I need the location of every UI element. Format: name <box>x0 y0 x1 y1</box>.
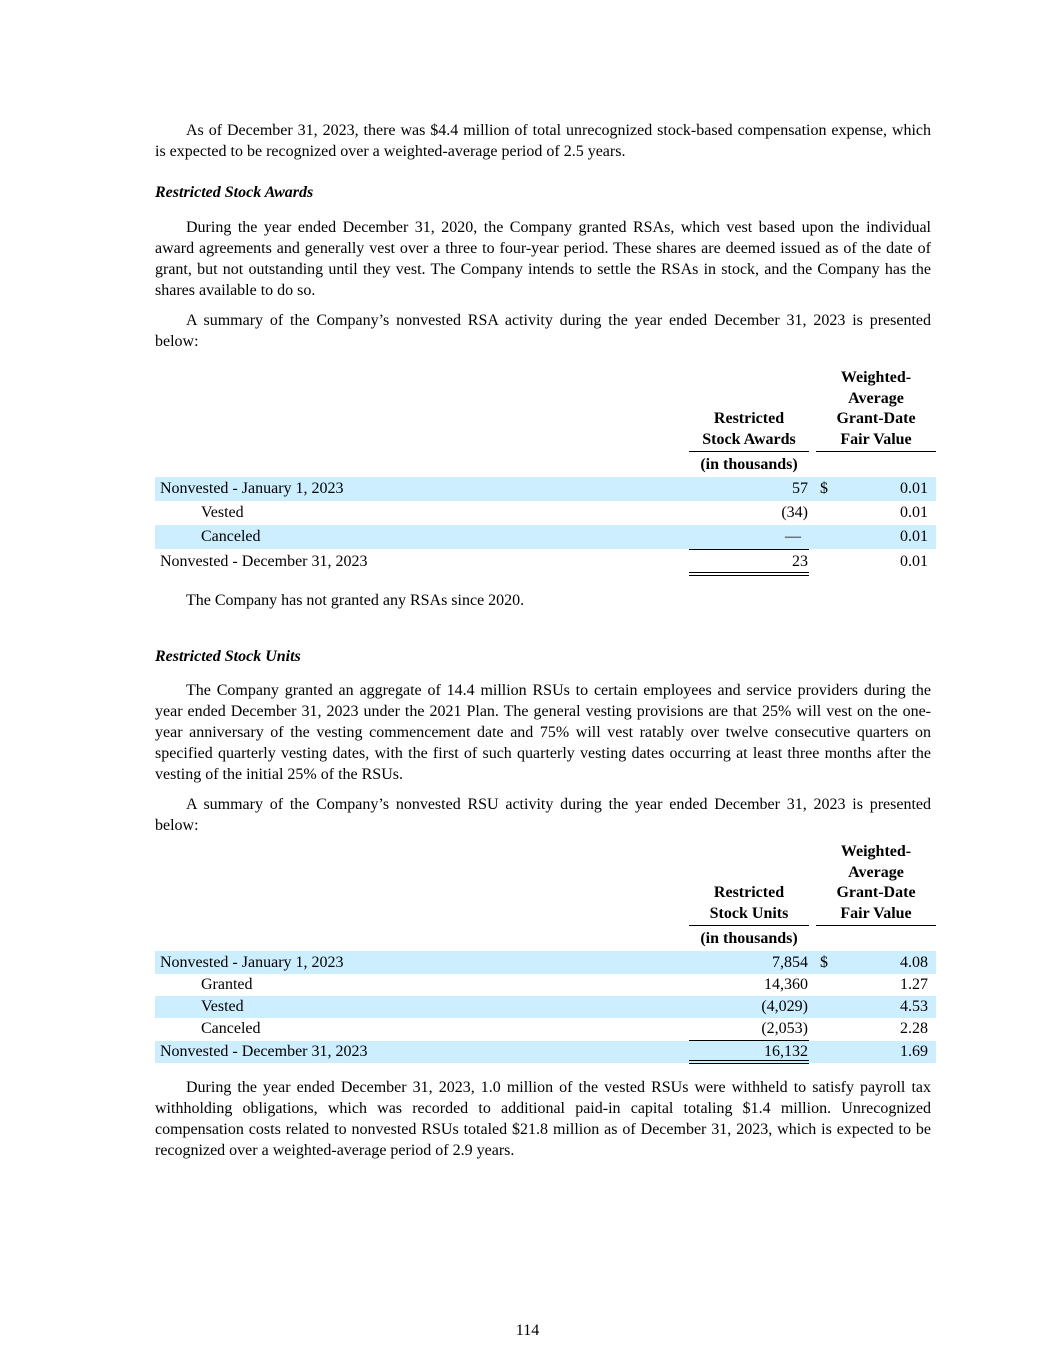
row-fair-value: 0.01 <box>900 553 928 570</box>
rsa-total-double-line <box>689 572 809 576</box>
table-row <box>155 1041 936 1063</box>
row-fair-value: 0.01 <box>900 504 928 521</box>
table-row <box>155 951 936 974</box>
row-label: Nonvested - December 31, 2023 <box>160 553 368 570</box>
table-row <box>155 477 936 501</box>
rsu-col1-header: Restricted Stock Units <box>709 884 789 922</box>
rsa-heading: Restricted Stock Awards <box>155 184 314 201</box>
rsu-col2-underline <box>816 925 936 926</box>
intro-paragraph: As of December 31, 2023, there was $4.4 million of total unrecognized stock-based compensation expense, which is expected to be recognized over a weighted-average period of 2.5 years. <box>155 122 931 160</box>
table-row <box>155 525 936 549</box>
currency-symbol: $ <box>820 480 828 497</box>
row-label: Nonvested - January 1, 2023 <box>160 954 344 971</box>
rsu-paragraph-2: A summary of the Company’s nonvested RSU activity during the year ended December 31, 2023 is presented below: <box>155 796 931 834</box>
rsu-col1-underline <box>689 925 809 926</box>
row-fair-value: 4.53 <box>900 998 928 1015</box>
row-fair-value: 2.28 <box>900 1020 928 1037</box>
row-label: Vested <box>201 998 244 1015</box>
row-label: Vested <box>201 504 244 521</box>
rsu-after-paragraph: During the year ended December 31, 2023, 1.0 million of the vested RSUs were withheld to satisfy payroll tax withholding obligations, which was recorded to additional paid-in capital totaling $1.4 million. Unrecognized compensation costs related to nonvested RSUs totaled $21.8 million as of December 31, 2023, which is expected to be recognized over a weighted-average period of 2.9 years. <box>155 1079 931 1159</box>
row-fair-value: 1.27 <box>900 976 928 993</box>
rsa-col2-underline <box>816 451 936 452</box>
rsa-paragraph-2: A summary of the Company’s nonvested RSA activity during the year ended December 31, 2023 is presented below: <box>155 312 931 350</box>
row-value: 14,360 <box>764 976 808 993</box>
rsu-heading: Restricted Stock Units <box>155 648 301 665</box>
rsa-unit-label: (in thousands) <box>700 456 798 473</box>
row-fair-value: 0.01 <box>900 528 928 545</box>
row-value: — <box>785 528 801 545</box>
row-value: 23 <box>792 553 808 570</box>
row-value: (4,029) <box>761 998 808 1015</box>
row-value: 57 <box>792 480 808 497</box>
rsa-col2-header: Weighted- Average Grant-Date Fair Value <box>836 369 916 448</box>
table-row <box>155 550 936 574</box>
table-row <box>155 1018 936 1040</box>
row-label: Nonvested - January 1, 2023 <box>160 480 344 497</box>
rsu-col2-header: Weighted- Average Grant-Date Fair Value <box>836 843 916 922</box>
rsa-paragraph-1: During the year ended December 31, 2020, the Company granted RSAs, which vest based upon the individual award agreements and generally vest over a three to four-year period. These shares are deemed issued as of the date of grant, but not outstanding until they vest. The Company intends to settle the RSAs in stock, and the Company has the shares available to do so. <box>155 219 931 299</box>
rsa-col1-header: Restricted Stock Awards <box>702 410 796 448</box>
rsu-unit-label: (in thousands) <box>700 930 798 947</box>
table-row <box>155 996 936 1018</box>
currency-symbol: $ <box>820 954 828 971</box>
row-label: Canceled <box>201 528 261 545</box>
page-number: 114 <box>515 1322 540 1339</box>
row-value: (34) <box>781 504 808 521</box>
rsu-paragraph-1: The Company granted an aggregate of 14.4 million RSUs to certain employees and service providers during the year ended December 31, 2023 under the 2021 Plan. The general vesting provisions are that 25% will vest on the one-year anniversary of the vesting commencement date and 75% will vest ratably over twelve consecutive quarters on specified quarterly vesting dates, with the first of such quarterly vesting dates occurring at least three months after the vesting of the initial 25% of the RSUs. <box>155 682 931 783</box>
row-value: (2,053) <box>761 1020 808 1037</box>
table-row <box>155 974 936 996</box>
row-value: 16,132 <box>764 1043 808 1060</box>
row-label: Nonvested - December 31, 2023 <box>160 1043 368 1060</box>
rsa-after-paragraph: The Company has not granted any RSAs since 2020. <box>186 592 525 609</box>
rsa-col1-underline <box>689 451 809 452</box>
row-label: Canceled <box>201 1020 261 1037</box>
row-value: 7,854 <box>772 954 808 971</box>
row-fair-value: 1.69 <box>900 1043 928 1060</box>
row-label: Granted <box>201 976 253 993</box>
row-fair-value: 0.01 <box>900 480 928 497</box>
row-fair-value: 4.08 <box>900 954 928 971</box>
table-row <box>155 501 936 525</box>
rsu-total-double-line <box>689 1060 809 1064</box>
